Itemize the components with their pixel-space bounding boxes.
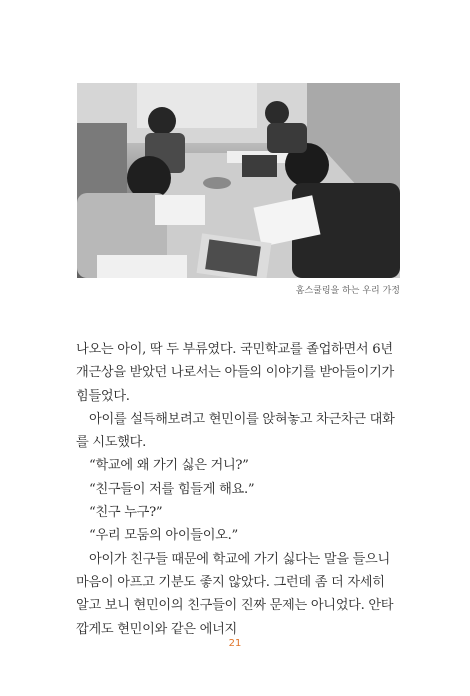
paragraph: 아이를 설득해보려고 현민이를 앉혀놓고 차근차근 대화를 시도했다. bbox=[76, 411, 395, 451]
dialogue-line: “친구 누구?” bbox=[89, 505, 163, 521]
body-text bbox=[76, 338, 400, 641]
dialogue-line: “친구들이 저를 힘들게 해요.” bbox=[89, 481, 255, 497]
paragraph: 아이가 친구들 때문에 학교에 가기 싫다는 말을 들으니 마음이 아프고 기분도 좋지 않았다. 그런데 좀 더 자세히 알고 보니 현민이의 친구들이 진짜 문제는 아니었다. 안타깝게도 현민이와 같은 에너지 bbox=[76, 551, 394, 637]
family-homeschooling-photo bbox=[77, 83, 400, 278]
dialogue-line: “우리 모둠의 아이들이오.” bbox=[89, 528, 238, 544]
figure-caption: 홈스쿨링을 하는 우리 가정 bbox=[295, 286, 400, 296]
dialogue-line: “학교에 왜 가기 싫은 거니?” bbox=[89, 458, 249, 474]
page-number: 21 bbox=[228, 638, 242, 649]
paragraph: 나오는 아이, 딱 두 부류였다. 국민학교를 졸업하면서 6년 개근상을 받았던 나로서는 아들의 이야기를 받아들이기가 힘들었다. bbox=[76, 342, 394, 404]
